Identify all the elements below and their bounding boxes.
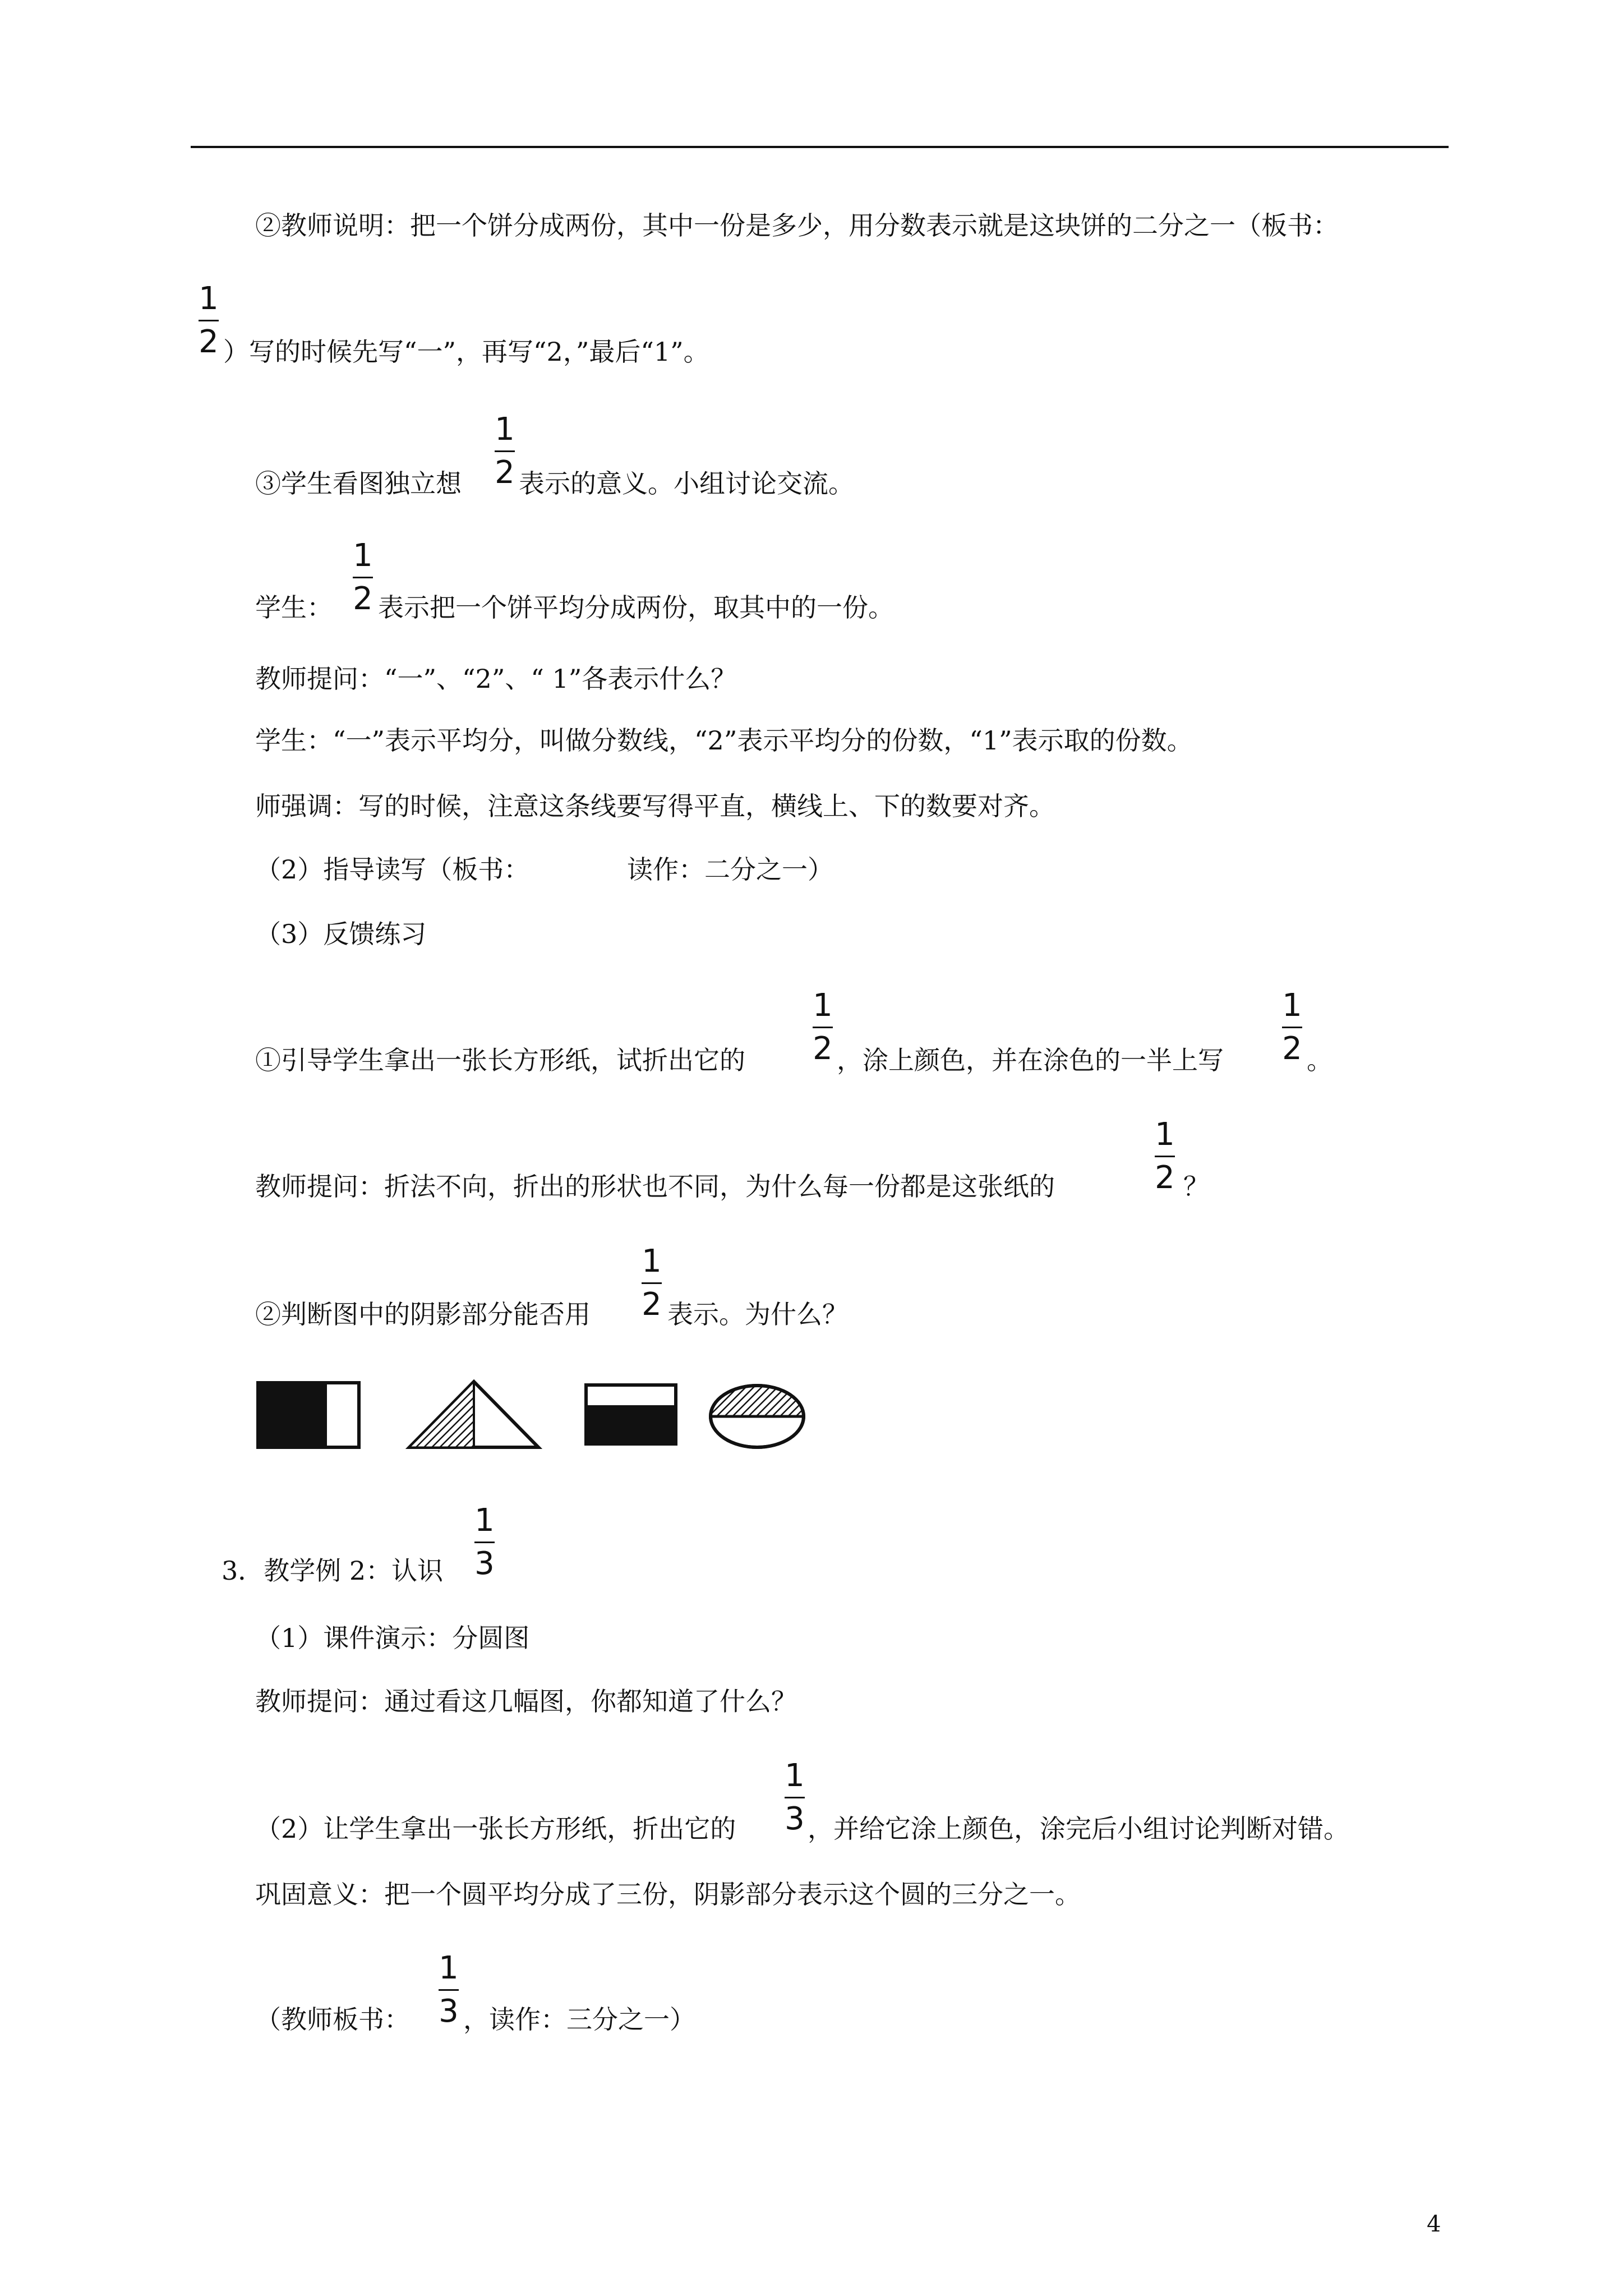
fraction-bar [199,320,219,321]
fraction-half [1152,1117,1177,1195]
paragraph-line: 教师提问：通过看这几幅图，你都知道了什么？ [255,1686,797,1717]
paragraph-line: ，涂上颜色，并在涂色的一半上写 [837,1045,1224,1075]
header-rule [191,146,1449,148]
fraction-denominator: 3 [439,1993,459,2030]
rectangle-half-shaded [586,1385,676,1444]
fraction-numerator: 1 [813,987,833,1024]
fraction-bar [474,1542,495,1543]
section-heading: 3．教学例 2：认识 [222,1556,444,1586]
fraction-half [196,282,221,360]
paragraph-line: ）写的时候先写“一”，再写“2，”最后“1”。 [223,337,709,367]
shaded-figures [255,1377,827,1456]
fraction-denominator: 2 [642,1286,662,1323]
paragraph-line: ①引导学生拿出一张长方形纸，试折出它的 [255,1045,745,1075]
paragraph-line: 学生：“一”表示平均分，叫做分数线，“2”表示平均分的份数，“1”表示取的份数。 [255,725,1193,756]
fraction-numerator: 1 [439,1950,459,1986]
fraction-half [1280,988,1304,1066]
paragraph-line: 表示。为什么？ [667,1299,848,1329]
fraction-denominator: 2 [199,324,219,360]
triangle-half-hatched [409,1382,538,1447]
paragraph-line: ③学生看图独立想 [255,468,462,499]
fraction-half [810,988,835,1066]
paragraph-line: 教师提问：“一”、“2”、“ 1”各表示什么？ [255,664,737,694]
paragraph-line: ②教师说明：把一个饼分成两份，其中一份是多少，用分数表示就是这块饼的二分之一（板书： [255,210,1339,241]
fraction-bar [439,1989,459,1991]
fraction-numerator: 1 [1155,1116,1175,1153]
fraction-numerator: 1 [495,411,515,448]
paragraph-line: 读作：二分之一） [627,854,833,885]
fraction-bar [813,1027,833,1028]
paragraph-line: （1）课件演示：分圆图 [255,1623,530,1653]
paragraph-line: 教师提问：折法不向，折出的形状也不同，为什么每一份都是这张纸的 [255,1171,1055,1202]
square-half-shaded [258,1383,359,1447]
fraction-third [782,1759,807,1837]
paragraph-line: （教师板书： [255,2004,410,2035]
page-number: 4 [1427,2211,1441,2237]
fraction-numerator: 1 [785,1757,805,1794]
fraction-half [639,1244,664,1322]
fraction-bar [1155,1156,1175,1157]
fraction-bar [353,577,373,578]
fraction-numerator: 1 [642,1243,662,1280]
fraction-third [436,1951,461,2029]
fraction-bar [642,1282,662,1284]
fraction-numerator: 1 [199,280,219,317]
fraction-denominator: 3 [785,1801,805,1837]
paragraph-line: ②判断图中的阴影部分能否用 [255,1299,591,1329]
fraction-denominator: 2 [1282,1030,1302,1067]
fraction-half [492,412,517,490]
paragraph-line: 表示把一个饼平均分成两份，取其中的一份。 [378,592,894,623]
fraction-denominator: 2 [353,581,373,617]
paragraph-line: 师强调：写的时候，注意这条线要写得平直，横线上、下的数要对齐。 [255,791,1055,821]
paragraph-line: （2）指导读写（板书： [255,854,530,885]
fraction-denominator: 2 [1155,1159,1175,1196]
fraction-denominator: 3 [474,1545,495,1582]
paragraph-line: ？ [1183,1171,1209,1202]
fraction-bar [785,1797,805,1798]
paragraph-line: 巩固意义：把一个圆平均分成了三份，阴影部分表示这个圆的三分之一。 [255,1879,1081,1910]
fraction-denominator: 2 [813,1030,833,1067]
paragraph-line: （3）反馈练习 [255,919,427,949]
ellipse-half-hatched [711,1386,804,1447]
paragraph-line: 学生： [255,592,333,623]
fraction-bar [495,450,515,452]
paragraph-line: ，并给它涂上颜色，涂完后小组讨论判断对错。 [808,1814,1349,1844]
fraction-third [472,1503,497,1581]
fraction-bar [1282,1027,1302,1028]
paragraph-line: （2）让学生拿出一张长方形纸，折出它的 [255,1814,736,1844]
paragraph-line: 。 [1307,1045,1332,1075]
fraction-denominator: 2 [495,454,515,491]
fraction-numerator: 1 [1282,987,1302,1024]
paragraph-line: 表示的意义。小组讨论交流。 [519,468,854,499]
paragraph-line: ，读作：三分之一） [463,2004,695,2035]
fraction-numerator: 1 [353,537,373,574]
fraction-half [351,539,375,616]
fraction-numerator: 1 [474,1502,495,1539]
